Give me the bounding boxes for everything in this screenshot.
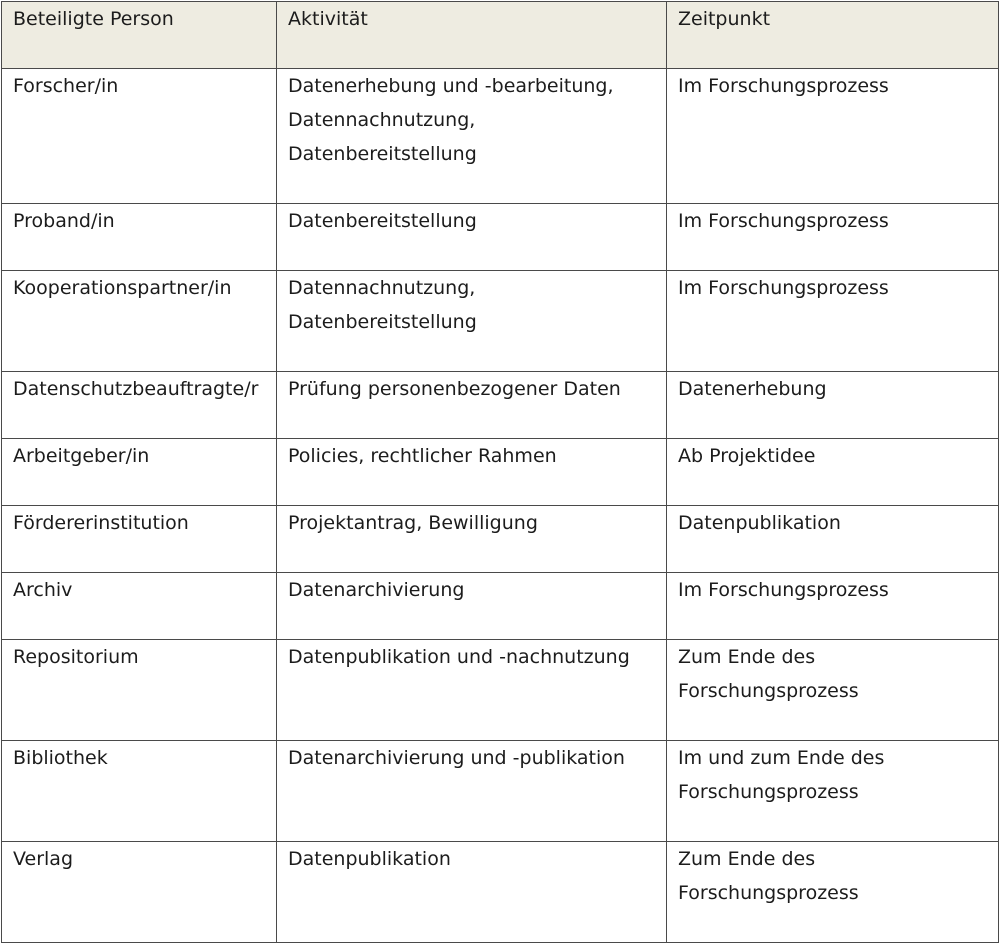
cell-text-line: Datennachnutzung, — [288, 277, 476, 299]
cell-activity — [277, 439, 667, 506]
table-body — [2, 69, 999, 943]
cell-text-line: Im Forschungsprozess — [678, 210, 889, 232]
cell-text-line: Datenerhebung und -bearbeitung, — [288, 75, 614, 97]
table-row — [2, 573, 999, 640]
cell-text-line: Prüfung personenbezogener Daten — [288, 378, 621, 400]
cell-text-line: Datenpublikation — [678, 512, 841, 534]
cell-time — [667, 741, 999, 842]
cell-person — [2, 439, 277, 506]
table-row — [2, 439, 999, 506]
cell-text-line: Datenpublikation und -nachnutzung — [288, 646, 630, 668]
cell-text-line: Forschungsprozess — [678, 680, 859, 702]
cell-text-line: Datenbereitstellung — [288, 210, 477, 232]
cell-text-line: Im Forschungsprozess — [678, 579, 889, 601]
cell-time — [667, 372, 999, 439]
cell-activity — [277, 271, 667, 372]
cell-text-line: Kooperationspartner/in — [13, 277, 232, 299]
cell-activity — [277, 506, 667, 573]
cell-text-line: Datenschutzbeauftragte/r — [13, 378, 259, 400]
cell-person — [2, 204, 277, 271]
cell-text-line: Datenpublikation — [288, 848, 451, 870]
stakeholder-table — [1, 1, 999, 943]
cell-text-line: Projektantrag, Bewilligung — [288, 512, 538, 534]
cell-text-line: Im und zum Ende des — [678, 747, 885, 769]
table-row — [2, 372, 999, 439]
cell-text-line: Datenbereitstellung — [288, 311, 477, 333]
cell-text-line: Forschungsprozess — [678, 882, 859, 904]
cell-time — [667, 439, 999, 506]
cell-text-line: Fördererinstitution — [13, 512, 189, 534]
header-activity: Aktivität — [277, 2, 667, 69]
cell-text-line: Archiv — [13, 579, 73, 601]
cell-time — [667, 204, 999, 271]
cell-text-line: Verlag — [13, 848, 74, 870]
cell-person — [2, 842, 277, 943]
cell-text-line: Im Forschungsprozess — [678, 75, 889, 97]
header-row — [2, 2, 999, 69]
table-row — [2, 506, 999, 573]
cell-person — [2, 573, 277, 640]
cell-text-line: Arbeitgeber/in — [13, 445, 150, 467]
table-row — [2, 204, 999, 271]
header-time: Zeitpunkt — [667, 2, 999, 69]
cell-person — [2, 640, 277, 741]
cell-text-line: Im Forschungsprozess — [678, 277, 889, 299]
cell-person — [2, 506, 277, 573]
cell-text-line: Policies, rechtlicher Rahmen — [288, 445, 557, 467]
cell-activity — [277, 640, 667, 741]
cell-person — [2, 741, 277, 842]
table-row — [2, 271, 999, 372]
cell-time — [667, 573, 999, 640]
cell-text-line: Datenarchivierung — [288, 579, 465, 601]
cell-activity — [277, 372, 667, 439]
cell-text-line: Forscher/in — [13, 75, 119, 97]
table-row — [2, 640, 999, 741]
cell-text-line: Datenerhebung — [678, 378, 827, 400]
cell-time — [667, 842, 999, 943]
table-row — [2, 69, 999, 204]
cell-person — [2, 271, 277, 372]
cell-text-line: Zum Ende des — [678, 646, 816, 668]
table-header — [2, 2, 999, 69]
cell-text-line: Ab Projektidee — [678, 445, 816, 467]
cell-time — [667, 271, 999, 372]
cell-text-line: Repositorium — [13, 646, 139, 668]
cell-text-line: Zum Ende des — [678, 848, 816, 870]
header-person: Beteiligte Person — [2, 2, 277, 69]
cell-text-line: Proband/in — [13, 210, 115, 232]
cell-text-line: Datennachnutzung, — [288, 109, 476, 131]
cell-text-line: Datenarchivierung und -publikation — [288, 747, 625, 769]
table-row — [2, 741, 999, 842]
cell-person — [2, 69, 277, 204]
cell-activity — [277, 573, 667, 640]
cell-time — [667, 640, 999, 741]
cell-activity — [277, 741, 667, 842]
table-row — [2, 842, 999, 943]
cell-person — [2, 372, 277, 439]
cell-time — [667, 69, 999, 204]
cell-text-line: Datenbereitstellung — [288, 143, 477, 165]
cell-activity — [277, 69, 667, 204]
cell-text-line: Forschungsprozess — [678, 781, 859, 803]
cell-activity — [277, 204, 667, 271]
cell-time — [667, 506, 999, 573]
cell-activity — [277, 842, 667, 943]
cell-text-line: Bibliothek — [13, 747, 108, 769]
